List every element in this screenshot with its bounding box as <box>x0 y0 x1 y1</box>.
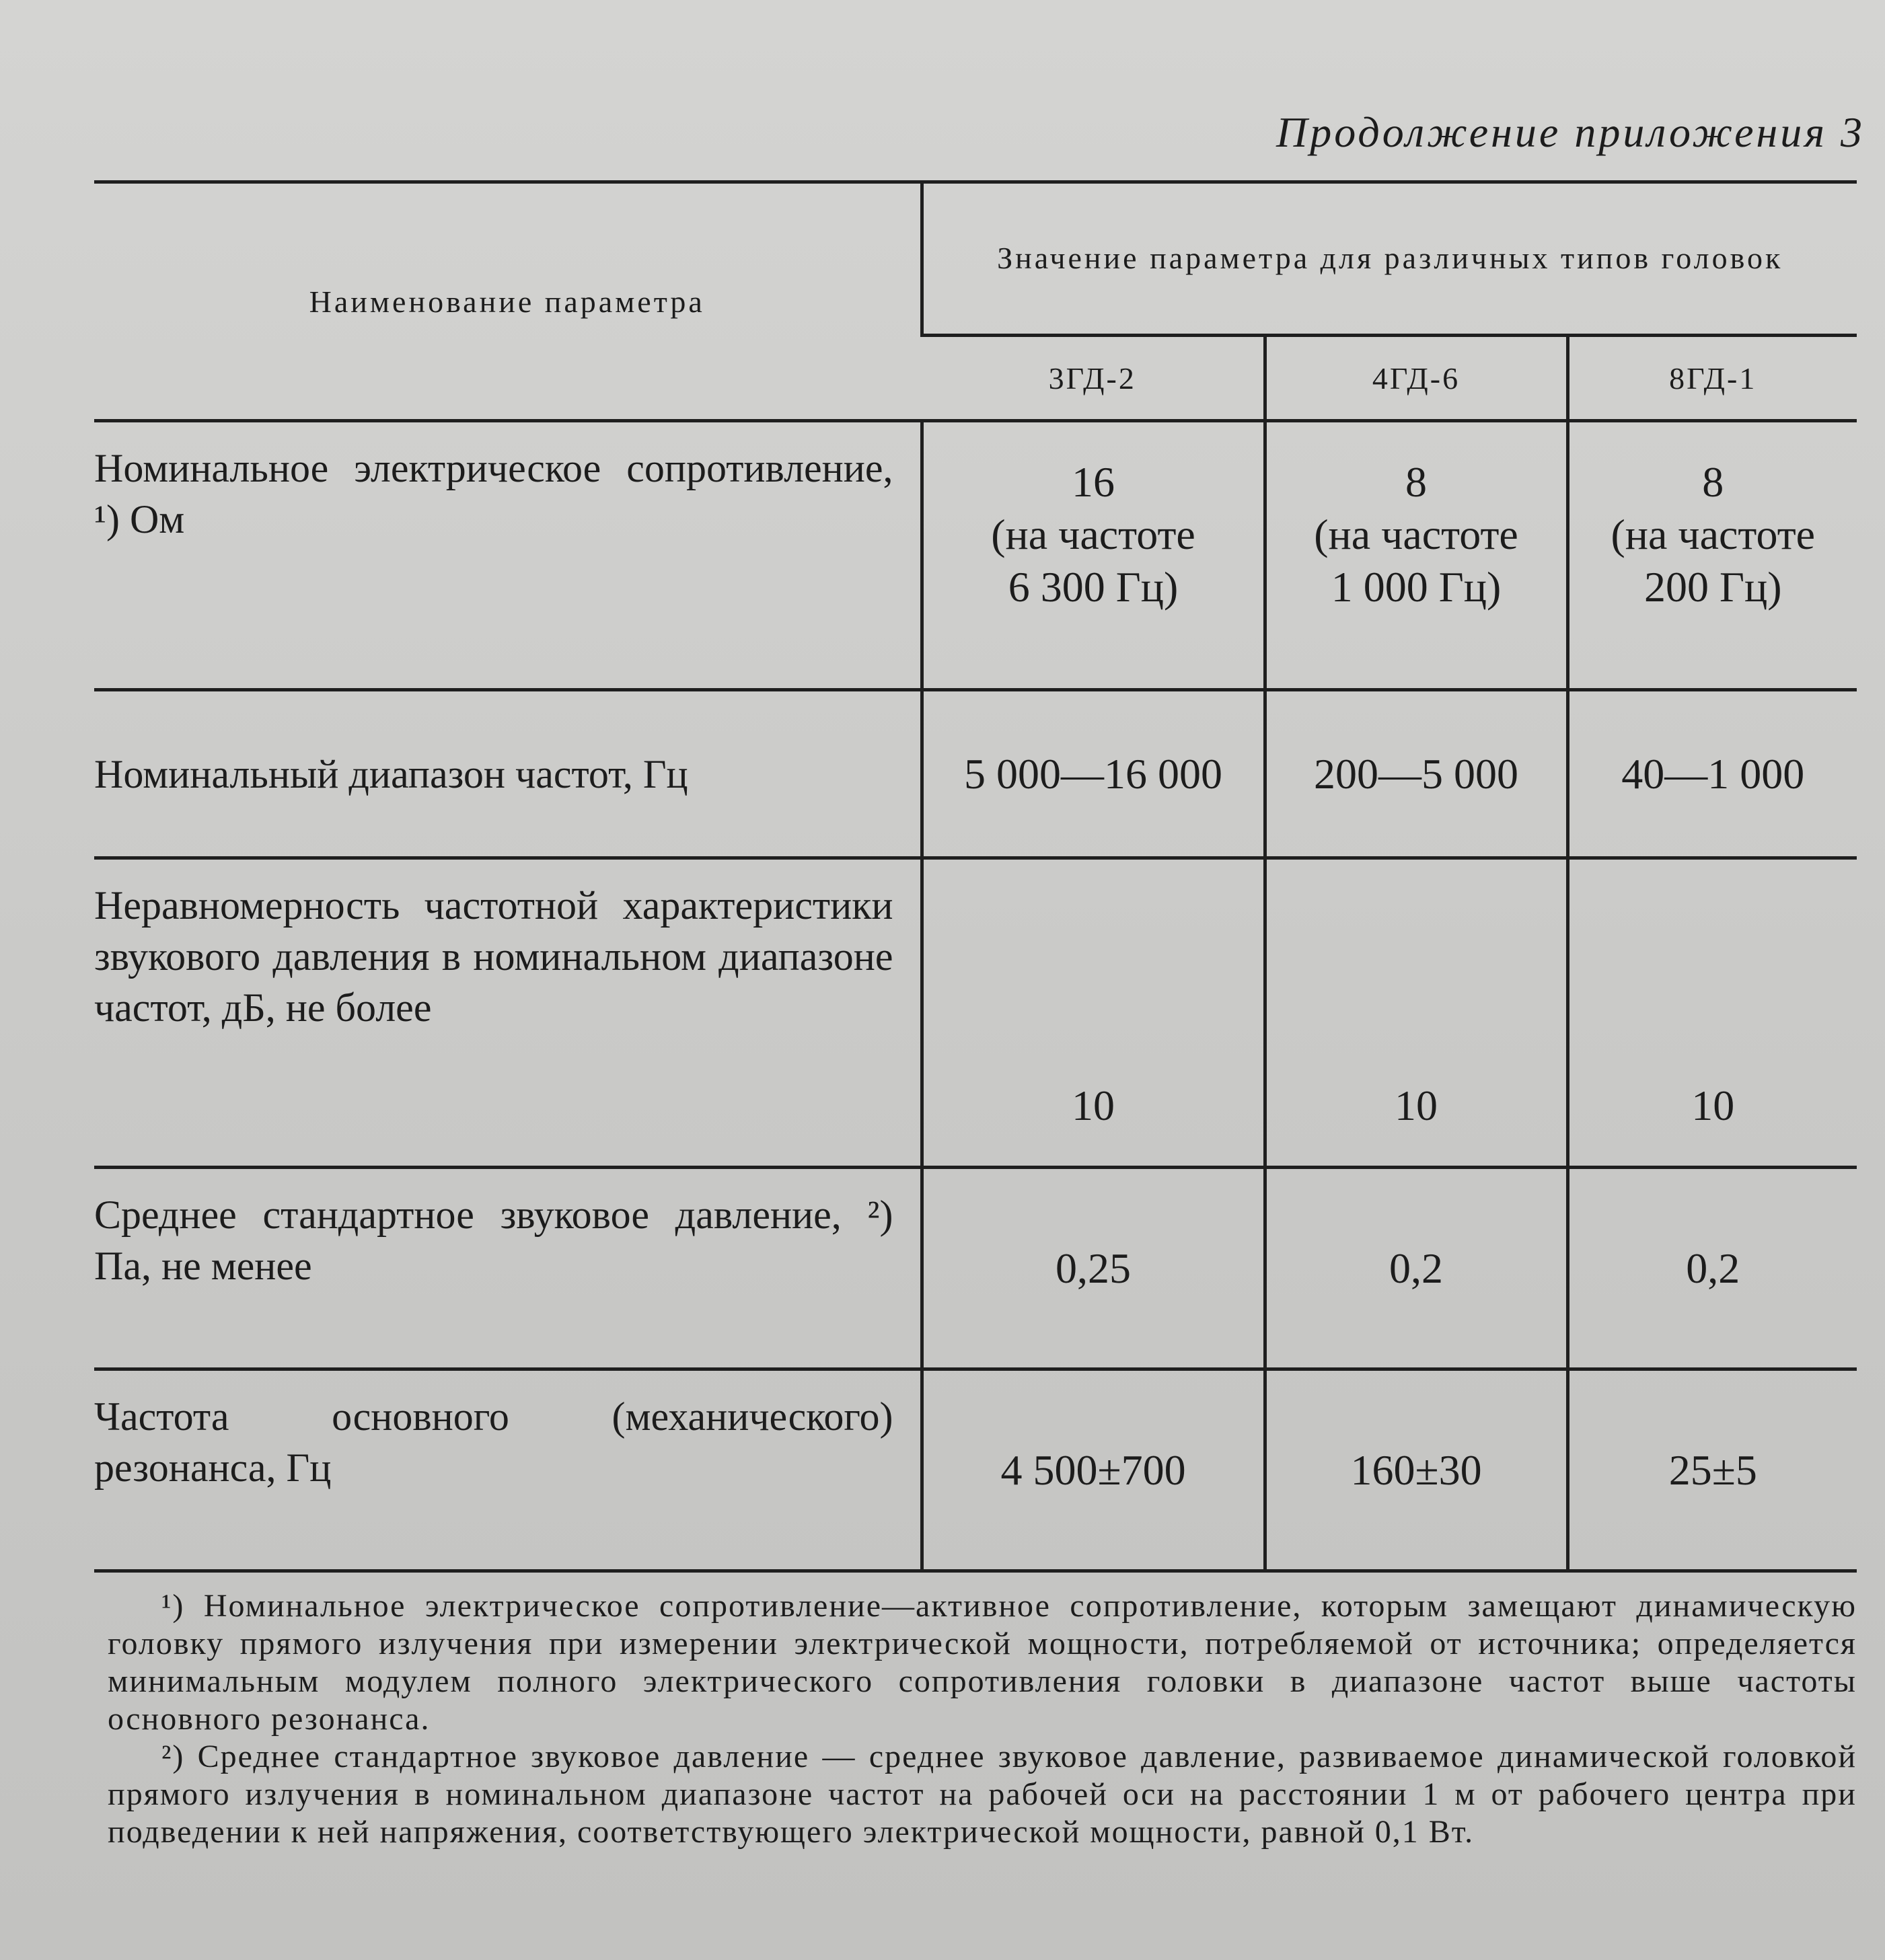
table-cell: 4 500±700 <box>922 1369 1265 1571</box>
column-group-header-values: Значение параметра для различных типов головок <box>922 182 1857 336</box>
table-cell: 0,2 <box>1265 1168 1567 1369</box>
row-label: Среднее стандартное звуковое давление, ²) Па, не менее <box>94 1168 922 1369</box>
row-label: Номинальное электрическое сопротивление, ¹) Ом <box>94 421 922 690</box>
table-cell <box>1567 421 1857 690</box>
table-cell: 10 <box>922 858 1265 1168</box>
cell-line: 1 000 Гц) <box>1331 563 1502 611</box>
footnote-2: ²) Среднее стандартное звуковое давление — среднее звуковое давление, развиваемое динамической головкой прямого излучения в номинальном диапазоне частот на рабочей оси на расстоянии 1 м от рабочего центра при подведении к ней напряжения, соответствующего электрической мощности, равной 0,1 Вт. <box>108 1739 1857 1850</box>
table-row <box>94 421 1857 690</box>
table-cell: 40—1 000 <box>1567 690 1857 858</box>
footnote-1: ¹) Номинальное электрическое сопротивление—активное сопротивление, которым замещают динамическую головку прямого излучения при измерении электрической мощности, потребляемой от источника; определяется минимальным модулем полного электрического сопротивления головки в диапазоне частот выше частоты основного резонанса. <box>108 1588 1857 1737</box>
table-cell: 10 <box>1265 858 1567 1168</box>
continuation-caption: Продолжение приложения 3 <box>1276 108 1865 156</box>
table-row <box>94 690 1857 858</box>
cell-line: 16 <box>1072 458 1115 506</box>
table-row <box>94 1369 1857 1571</box>
table-cell: 160±30 <box>1265 1369 1567 1571</box>
parameters-table <box>94 180 1857 1573</box>
table-cell: 10 <box>1567 858 1857 1168</box>
cell-line: 8 <box>1702 458 1724 506</box>
row-label: Частота основного (механического) резонанса, Гц <box>94 1369 922 1571</box>
table-row <box>94 858 1857 1168</box>
cell-line: 8 <box>1405 458 1427 506</box>
row-label: Номинальный диапазон частот, Гц <box>94 690 922 858</box>
cell-line: (на частоте <box>1611 511 1816 558</box>
table-cell <box>922 421 1265 690</box>
table-cell <box>1265 421 1567 690</box>
table-cell: 0,25 <box>922 1168 1265 1369</box>
column-header-parameter-name: Наименование параметра <box>94 182 922 421</box>
table-cell: 0,2 <box>1567 1168 1857 1369</box>
cell-line: 200 Гц) <box>1643 563 1782 611</box>
column-header-type-1: 3ГД-2 <box>1048 361 1136 395</box>
column-header-type-2: 4ГД-6 <box>1265 336 1567 421</box>
cell-line: (на частоте <box>1314 511 1518 558</box>
table-row <box>94 1168 1857 1369</box>
table-cell: 5 000—16 000 <box>922 690 1265 858</box>
table-cell: 200—5 000 <box>1265 690 1567 858</box>
row-label: Неравномерность частотной характеристики звукового давления в номинальном диапазоне частот, дБ, не более <box>94 858 922 1168</box>
table-cell: 25±5 <box>1567 1369 1857 1571</box>
footnotes <box>108 1587 1857 1851</box>
cell-line: (на частоте <box>991 511 1195 558</box>
cell-line: 6 300 Гц) <box>1008 563 1179 611</box>
column-header-type-3: 8ГД-1 <box>1567 336 1857 421</box>
